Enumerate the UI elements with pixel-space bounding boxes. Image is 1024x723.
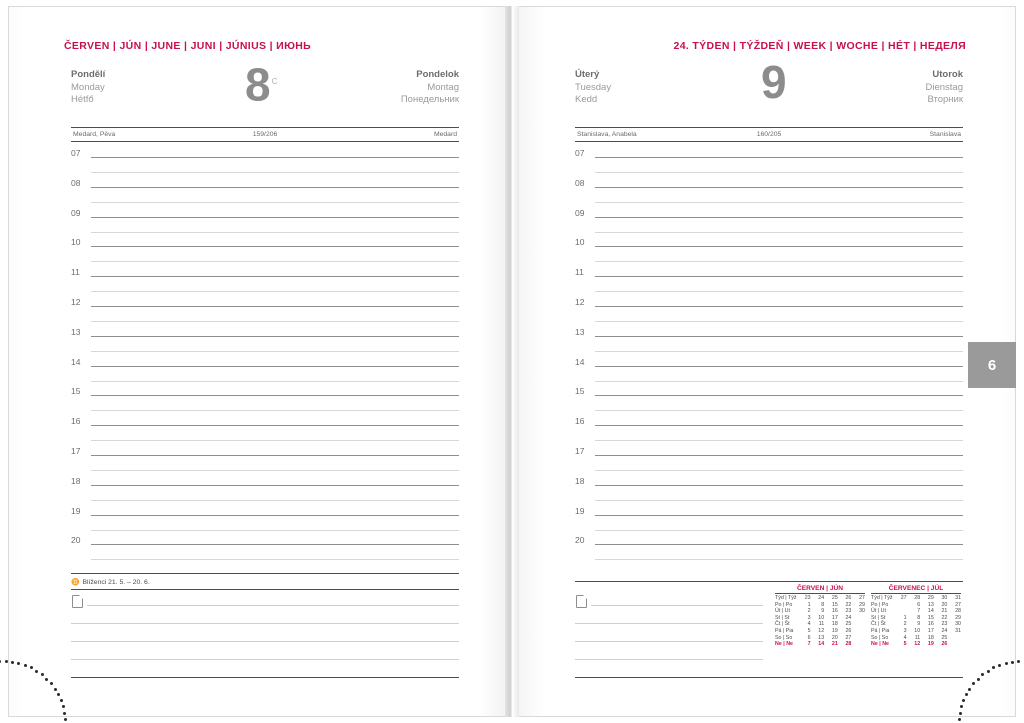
week-number-tab[interactable] bbox=[968, 342, 1016, 388]
hour-label: 07 bbox=[575, 148, 585, 158]
mini-calendar-row bbox=[871, 621, 961, 628]
nameday-right-cz: Stanislava, Anabela bbox=[577, 131, 637, 138]
mini-calendar-day: 27 bbox=[900, 595, 907, 601]
hour-label: 19 bbox=[71, 505, 81, 516]
mini-calendar-day bbox=[851, 641, 865, 648]
mini-calendar-day: 19 bbox=[927, 641, 934, 648]
hour-writing-line[interactable] bbox=[91, 246, 459, 247]
mini-calendar-row-label: So | So bbox=[775, 634, 793, 641]
note-line-right-3[interactable] bbox=[575, 641, 763, 642]
half-hour-writing-line[interactable] bbox=[595, 351, 963, 352]
mini-calendar-day: 18 bbox=[927, 634, 934, 641]
mini-calendar-day: 30 bbox=[859, 608, 865, 615]
mini-calendar-day: 15 bbox=[927, 614, 934, 621]
note-line-right-2[interactable] bbox=[575, 623, 763, 624]
mini-calendar-day: 13 bbox=[927, 601, 934, 608]
corner-dot bbox=[24, 664, 27, 667]
hour-row[interactable] bbox=[575, 532, 963, 562]
day-name-ru: Понедельник bbox=[400, 94, 459, 106]
mini-calendar-row bbox=[871, 635, 961, 642]
mini-calendar-day: 31 bbox=[955, 627, 961, 634]
mini-calendar-day: 3 bbox=[903, 627, 907, 634]
half-hour-writing-line[interactable] bbox=[595, 530, 963, 531]
nameday-bar-left bbox=[71, 127, 459, 142]
day-name-hu: Kedd bbox=[575, 94, 598, 106]
note-line-right-1[interactable] bbox=[591, 605, 763, 606]
hour-label: 13 bbox=[575, 326, 585, 337]
mini-calendar-day: 31 bbox=[955, 595, 961, 601]
corner-dot bbox=[1017, 660, 1020, 663]
half-hour-writing-line[interactable] bbox=[91, 410, 459, 411]
hour-row[interactable] bbox=[71, 175, 459, 205]
hour-label: 12 bbox=[71, 296, 81, 307]
hour-label: 16 bbox=[71, 416, 81, 427]
hour-label: 17 bbox=[575, 445, 585, 456]
mini-calendar-row-label: Týd | Týž bbox=[871, 595, 893, 601]
mini-calendar-day: 26 bbox=[845, 627, 852, 634]
corner-dot bbox=[60, 699, 63, 702]
hour-writing-line[interactable] bbox=[595, 485, 963, 486]
hour-label: 14 bbox=[575, 356, 585, 367]
mini-calendar-day: 29 bbox=[955, 614, 961, 621]
mini-calendar-row-label: So | So bbox=[871, 634, 889, 641]
mini-calendar-day: 21 bbox=[941, 608, 948, 615]
day-name-sk: Utorok bbox=[932, 69, 963, 80]
hour-row[interactable] bbox=[575, 383, 963, 413]
half-hour-writing-line[interactable] bbox=[595, 500, 963, 501]
hour-writing-line[interactable] bbox=[595, 366, 963, 367]
hour-writing-line[interactable] bbox=[595, 425, 963, 426]
half-hour-writing-line[interactable] bbox=[595, 381, 963, 382]
mini-calendar-day: 13 bbox=[818, 634, 825, 641]
hour-writing-line[interactable] bbox=[91, 455, 459, 456]
half-hour-writing-line[interactable] bbox=[91, 291, 459, 292]
mini-calendar-day: 20 bbox=[831, 634, 838, 641]
hour-writing-line[interactable] bbox=[91, 485, 459, 486]
corner-dot bbox=[0, 660, 1, 663]
mini-calendar-day: 23 bbox=[804, 595, 811, 601]
mini-calendar-day: 26 bbox=[941, 641, 948, 648]
mini-calendar-day: 25 bbox=[941, 634, 948, 641]
mini-calendar-day: 7 bbox=[917, 608, 921, 615]
corner-dot bbox=[1011, 661, 1014, 664]
hour-row[interactable] bbox=[575, 473, 963, 503]
hour-row[interactable] bbox=[575, 205, 963, 235]
day-number-left bbox=[245, 58, 277, 111]
hour-writing-line[interactable] bbox=[595, 306, 963, 307]
hour-row[interactable] bbox=[71, 205, 459, 235]
half-hour-writing-line[interactable] bbox=[91, 530, 459, 531]
mini-calendar-title: ČERVENEC | JÚL bbox=[871, 585, 961, 594]
footer-rule-bottom-left bbox=[71, 677, 459, 678]
hour-writing-line[interactable] bbox=[91, 217, 459, 218]
day-names-right-secondary bbox=[926, 69, 964, 107]
hour-label: 11 bbox=[575, 267, 584, 278]
half-hour-writing-line[interactable] bbox=[595, 261, 963, 262]
mini-calendar-day: 28 bbox=[955, 608, 961, 615]
month-header-left: ČERVEN | JÚN | JUNE | JUNI | JÚNIUS | ИЮНЬ bbox=[64, 40, 312, 52]
half-hour-writing-line[interactable] bbox=[91, 500, 459, 501]
mini-calendar-day: 9 bbox=[821, 608, 825, 615]
half-hour-writing-line[interactable] bbox=[595, 291, 963, 292]
corner-dot bbox=[64, 718, 67, 721]
mini-calendar-day: 23 bbox=[941, 621, 948, 628]
mini-calendar-day: 24 bbox=[941, 627, 948, 634]
mini-calendar-day bbox=[851, 635, 865, 642]
day-name-ru: Вторник bbox=[927, 94, 963, 106]
hour-label: 20 bbox=[71, 535, 81, 546]
mini-calendar-day bbox=[947, 641, 961, 648]
day-names-left-primary bbox=[71, 69, 105, 107]
mini-calendar-day: 11 bbox=[818, 621, 825, 628]
gemini-icon: ♊ bbox=[71, 579, 79, 586]
footer-rule-top-right bbox=[575, 581, 963, 582]
corner-dot bbox=[958, 718, 961, 721]
hour-writing-line[interactable] bbox=[91, 425, 459, 426]
mini-calendar bbox=[871, 585, 961, 648]
mini-calendar-day: 24 bbox=[818, 595, 825, 601]
mini-calendar-row bbox=[775, 621, 865, 628]
note-line-left-3[interactable] bbox=[71, 641, 459, 642]
nameday-left-cz: Medard, Pěva bbox=[73, 131, 116, 138]
hour-writing-line[interactable] bbox=[595, 395, 963, 396]
note-icon-left bbox=[72, 595, 83, 608]
hour-writing-line[interactable] bbox=[91, 515, 459, 516]
hour-writing-line[interactable] bbox=[91, 544, 459, 545]
half-hour-writing-line[interactable] bbox=[595, 440, 963, 441]
day-name-cs: Pondělí bbox=[71, 69, 106, 80]
mini-calendar-row-label: Po | Po bbox=[871, 601, 889, 608]
mini-calendar-day: 4 bbox=[807, 621, 811, 628]
right-page-content bbox=[513, 7, 1015, 716]
hour-row[interactable] bbox=[71, 532, 459, 562]
mini-calendar-day: 15 bbox=[831, 601, 838, 608]
mini-calendar-day: 14 bbox=[927, 608, 934, 615]
mini-calendar-row-label: St | St bbox=[871, 614, 886, 621]
hour-writing-line[interactable] bbox=[595, 336, 963, 337]
mini-calendar-row bbox=[871, 608, 961, 615]
hour-writing-line[interactable] bbox=[595, 455, 963, 456]
day-name-cs: Úterý bbox=[575, 69, 600, 80]
mini-calendar-row-label: Týd | Týž bbox=[775, 595, 797, 601]
hour-row[interactable] bbox=[71, 383, 459, 413]
day-names-right-primary bbox=[575, 69, 611, 107]
mini-calendar-row-label: Ne | Ne bbox=[871, 641, 889, 648]
mini-calendar-day: 17 bbox=[831, 614, 838, 621]
mini-calendar-day: 8 bbox=[917, 614, 921, 621]
half-hour-writing-line[interactable] bbox=[91, 440, 459, 441]
day-names-left-secondary bbox=[401, 69, 459, 107]
mini-calendar-day: 16 bbox=[831, 608, 838, 615]
corner-dot bbox=[1005, 662, 1008, 665]
mini-calendar-row bbox=[775, 595, 865, 602]
half-hour-writing-line[interactable] bbox=[595, 470, 963, 471]
nameday-right-daycount: 160/205 bbox=[756, 131, 782, 138]
nameday-bar-right bbox=[575, 127, 963, 142]
mini-calendar-day: 6 bbox=[917, 601, 921, 608]
hour-label: 18 bbox=[71, 475, 81, 486]
hour-writing-line[interactable] bbox=[91, 306, 459, 307]
day-name-hu: Hétfő bbox=[71, 94, 94, 106]
hour-row[interactable] bbox=[575, 324, 963, 354]
mini-calendar-day: 2 bbox=[807, 608, 811, 615]
mini-calendar-day: 1 bbox=[903, 614, 907, 621]
note-icon-right bbox=[576, 595, 587, 608]
corner-dot bbox=[5, 660, 8, 663]
hour-row[interactable] bbox=[575, 503, 963, 533]
mini-calendar-day: 24 bbox=[845, 614, 852, 621]
day-number-left-superscript: C bbox=[271, 77, 277, 86]
mini-calendar-day: 12 bbox=[914, 641, 921, 648]
right-page bbox=[513, 6, 1016, 717]
mini-calendar-day: 6 bbox=[807, 634, 811, 641]
mini-calendar-row bbox=[871, 628, 961, 635]
half-hour-writing-line[interactable] bbox=[91, 202, 459, 203]
mini-calendar-day: 26 bbox=[845, 595, 852, 601]
hour-row[interactable] bbox=[71, 324, 459, 354]
mini-calendar-day: 27 bbox=[845, 634, 852, 641]
corner-dot bbox=[987, 670, 990, 673]
mini-calendar-day: 27 bbox=[955, 601, 961, 608]
half-hour-writing-line[interactable] bbox=[595, 172, 963, 173]
nameday-right-sk: Stanislava bbox=[929, 131, 961, 138]
half-hour-writing-line[interactable] bbox=[595, 559, 963, 560]
hour-label: 15 bbox=[575, 386, 585, 397]
day-name-sk: Pondelok bbox=[416, 69, 459, 80]
mini-calendar-day: 16 bbox=[927, 621, 934, 628]
corner-dot bbox=[977, 678, 980, 681]
hour-label: 07 bbox=[71, 148, 81, 158]
hour-label: 09 bbox=[71, 207, 81, 218]
half-hour-writing-line[interactable] bbox=[91, 321, 459, 322]
mini-calendar-day: 27 bbox=[859, 595, 865, 601]
mini-calendar-day: 30 bbox=[941, 595, 948, 601]
half-hour-writing-line[interactable] bbox=[91, 232, 459, 233]
mini-calendar-day bbox=[851, 621, 865, 628]
day-name-de: Montag bbox=[427, 81, 459, 93]
corner-dot bbox=[11, 661, 14, 664]
hour-row[interactable] bbox=[71, 473, 459, 503]
half-hour-writing-line[interactable] bbox=[91, 559, 459, 560]
mini-calendar-day: 1 bbox=[807, 601, 811, 608]
hour-label: 09 bbox=[575, 207, 585, 218]
half-hour-writing-line[interactable] bbox=[595, 202, 963, 203]
hour-writing-line[interactable] bbox=[595, 246, 963, 247]
mini-calendar-day: 3 bbox=[807, 614, 811, 621]
half-hour-writing-line[interactable] bbox=[91, 172, 459, 173]
mini-calendar-row-label: St | St bbox=[775, 614, 790, 621]
mini-calendar-day bbox=[893, 602, 907, 609]
mini-calendar-day: 28 bbox=[845, 641, 852, 648]
hour-row[interactable] bbox=[575, 413, 963, 443]
hour-row[interactable] bbox=[71, 294, 459, 324]
hour-writing-line[interactable] bbox=[595, 217, 963, 218]
hour-label: 08 bbox=[575, 177, 585, 188]
mini-calendar-day: 7 bbox=[807, 641, 811, 648]
hour-writing-line[interactable] bbox=[91, 276, 459, 277]
week-number-tab-label: 6 bbox=[987, 356, 997, 374]
mini-calendar-day: 5 bbox=[807, 627, 811, 634]
hour-rows-right bbox=[575, 145, 963, 562]
mini-calendar-day: 23 bbox=[845, 608, 852, 615]
mini-calendar-day: 11 bbox=[914, 634, 921, 641]
mini-calendar-row-label: Út | Ut bbox=[775, 608, 790, 615]
note-line-right-4[interactable] bbox=[575, 659, 763, 660]
mini-calendar-row bbox=[775, 641, 865, 648]
nameday-left-sk: Medard bbox=[433, 131, 457, 138]
corner-dot bbox=[35, 670, 38, 673]
hour-label: 10 bbox=[575, 237, 585, 248]
hour-label: 10 bbox=[71, 237, 81, 248]
hour-label: 14 bbox=[71, 356, 81, 367]
note-line-left-2[interactable] bbox=[71, 623, 459, 624]
mini-calendar-day: 5 bbox=[903, 641, 907, 648]
mini-calendar-row bbox=[871, 641, 961, 648]
mini-calendar-day bbox=[851, 615, 865, 622]
half-hour-writing-line[interactable] bbox=[91, 470, 459, 471]
mini-calendar-day bbox=[893, 608, 907, 615]
mini-calendar-row-label: Po | Po bbox=[775, 601, 793, 608]
day-name-en: Monday bbox=[71, 81, 105, 93]
mini-calendar-day: 30 bbox=[955, 621, 961, 628]
hour-label: 20 bbox=[575, 535, 585, 546]
mini-calendar-day: 10 bbox=[818, 614, 825, 621]
hour-writing-line[interactable] bbox=[91, 157, 459, 158]
hour-label: 18 bbox=[575, 475, 585, 486]
day-number-left-value: 8 bbox=[245, 58, 270, 111]
zodiac-text-left: Blíženci 21. 5. – 20. 6. bbox=[82, 579, 150, 586]
hour-row[interactable] bbox=[575, 354, 963, 384]
mini-calendar-row-label: Út | Ut bbox=[871, 608, 886, 615]
hour-label: 15 bbox=[71, 386, 81, 397]
hour-row[interactable] bbox=[575, 264, 963, 294]
mini-calendar-row-label: Čt | Št bbox=[775, 621, 790, 628]
hour-label: 11 bbox=[71, 267, 80, 278]
zodiac-row-left bbox=[71, 578, 150, 586]
hour-row[interactable] bbox=[71, 503, 459, 533]
mini-calendar-day: 8 bbox=[821, 601, 825, 608]
hour-writing-line[interactable] bbox=[595, 515, 963, 516]
left-page bbox=[8, 6, 511, 717]
mini-calendar-day: 25 bbox=[845, 621, 852, 628]
hour-label: 08 bbox=[71, 177, 81, 188]
mini-calendar-day: 12 bbox=[818, 627, 825, 634]
mini-calendar-row bbox=[775, 635, 865, 642]
half-hour-writing-line[interactable] bbox=[595, 321, 963, 322]
hour-writing-line[interactable] bbox=[595, 157, 963, 158]
day-name-de: Dienstag bbox=[925, 81, 963, 93]
hour-writing-line[interactable] bbox=[91, 187, 459, 188]
footer-rule-bottom-right bbox=[575, 677, 963, 678]
mini-calendar-day: 29 bbox=[927, 595, 934, 601]
hour-writing-line[interactable] bbox=[595, 276, 963, 277]
corner-dot bbox=[54, 688, 57, 691]
left-page-content bbox=[9, 7, 511, 716]
mini-calendar-day: 14 bbox=[818, 641, 825, 648]
mini-calendar-row-label: Pá | Pia bbox=[775, 627, 794, 634]
hour-row[interactable] bbox=[575, 443, 963, 473]
half-hour-writing-line[interactable] bbox=[91, 381, 459, 382]
day-number-right bbox=[761, 56, 786, 108]
mini-calendar-day: 17 bbox=[927, 627, 934, 634]
mini-calendar-day: 18 bbox=[831, 621, 838, 628]
mini-calendar-day: 22 bbox=[941, 614, 948, 621]
half-hour-writing-line[interactable] bbox=[595, 410, 963, 411]
mini-calendar-day: 28 bbox=[914, 595, 921, 601]
mini-calendar-day: 22 bbox=[845, 601, 852, 608]
mini-calendar-day: 20 bbox=[941, 601, 948, 608]
hour-writing-line[interactable] bbox=[595, 544, 963, 545]
mini-calendar-row bbox=[775, 608, 865, 615]
half-hour-writing-line[interactable] bbox=[91, 351, 459, 352]
day-number-right-value: 9 bbox=[761, 56, 786, 108]
hour-label: 19 bbox=[575, 505, 585, 516]
footer-rule-top-left bbox=[71, 573, 459, 574]
half-hour-writing-line[interactable] bbox=[91, 261, 459, 262]
mini-calendar-row-label: Čt | Št bbox=[871, 621, 886, 628]
nameday-left-daycount: 159/206 bbox=[252, 131, 278, 138]
hour-writing-line[interactable] bbox=[91, 395, 459, 396]
hour-label: 12 bbox=[575, 296, 585, 307]
hour-row[interactable] bbox=[71, 264, 459, 294]
hour-row[interactable] bbox=[575, 234, 963, 264]
note-line-left-1[interactable] bbox=[87, 605, 459, 606]
hour-row[interactable] bbox=[71, 145, 459, 175]
hour-row[interactable] bbox=[575, 145, 963, 175]
corner-dot bbox=[959, 712, 962, 715]
hour-rows-left bbox=[71, 145, 459, 562]
mini-calendar-day: 29 bbox=[859, 601, 865, 608]
hour-row[interactable] bbox=[71, 354, 459, 384]
hour-writing-line[interactable] bbox=[595, 187, 963, 188]
hour-row[interactable] bbox=[71, 413, 459, 443]
mini-calendar-day bbox=[947, 635, 961, 642]
hour-writing-line[interactable] bbox=[91, 366, 459, 367]
mini-calendar-day: 9 bbox=[917, 621, 921, 628]
mini-calendar-row bbox=[775, 628, 865, 635]
hour-label: 16 bbox=[575, 416, 585, 427]
mini-calendar-day: 10 bbox=[914, 627, 921, 634]
mini-calendar bbox=[775, 585, 865, 648]
footer-rule-mid-left bbox=[71, 589, 459, 590]
hour-label: 17 bbox=[71, 445, 81, 456]
hour-writing-line[interactable] bbox=[91, 336, 459, 337]
mini-calendar-day: 21 bbox=[831, 641, 838, 648]
mini-calendar-title: ČERVEN | JÚN bbox=[775, 585, 865, 594]
half-hour-writing-line[interactable] bbox=[595, 232, 963, 233]
note-line-left-4[interactable] bbox=[71, 659, 459, 660]
hour-row[interactable] bbox=[71, 234, 459, 264]
mini-calendar-day: 4 bbox=[903, 634, 907, 641]
day-name-en: Tuesday bbox=[575, 81, 612, 93]
hour-row[interactable] bbox=[575, 175, 963, 205]
mini-calendar-day: 25 bbox=[831, 595, 838, 601]
mini-calendar-day: 19 bbox=[831, 627, 838, 634]
hour-row[interactable] bbox=[71, 443, 459, 473]
book-gutter bbox=[505, 6, 519, 717]
hour-row[interactable] bbox=[575, 294, 963, 324]
mini-calendar-day: 2 bbox=[903, 621, 907, 628]
corner-dot bbox=[63, 712, 66, 715]
mini-calendar-row-label: Ne | Ne bbox=[775, 641, 793, 648]
mini-calendar-row bbox=[871, 595, 961, 602]
mini-calendar-row-label: Pá | Pia bbox=[871, 627, 890, 634]
week-header-right: 24. TÝDEN | TÝŽDEŇ | WEEK | WOCHE | HÉT | НЕДЕЛЯ bbox=[673, 40, 966, 52]
hour-label: 13 bbox=[71, 326, 81, 337]
mini-calendar-day bbox=[851, 628, 865, 635]
